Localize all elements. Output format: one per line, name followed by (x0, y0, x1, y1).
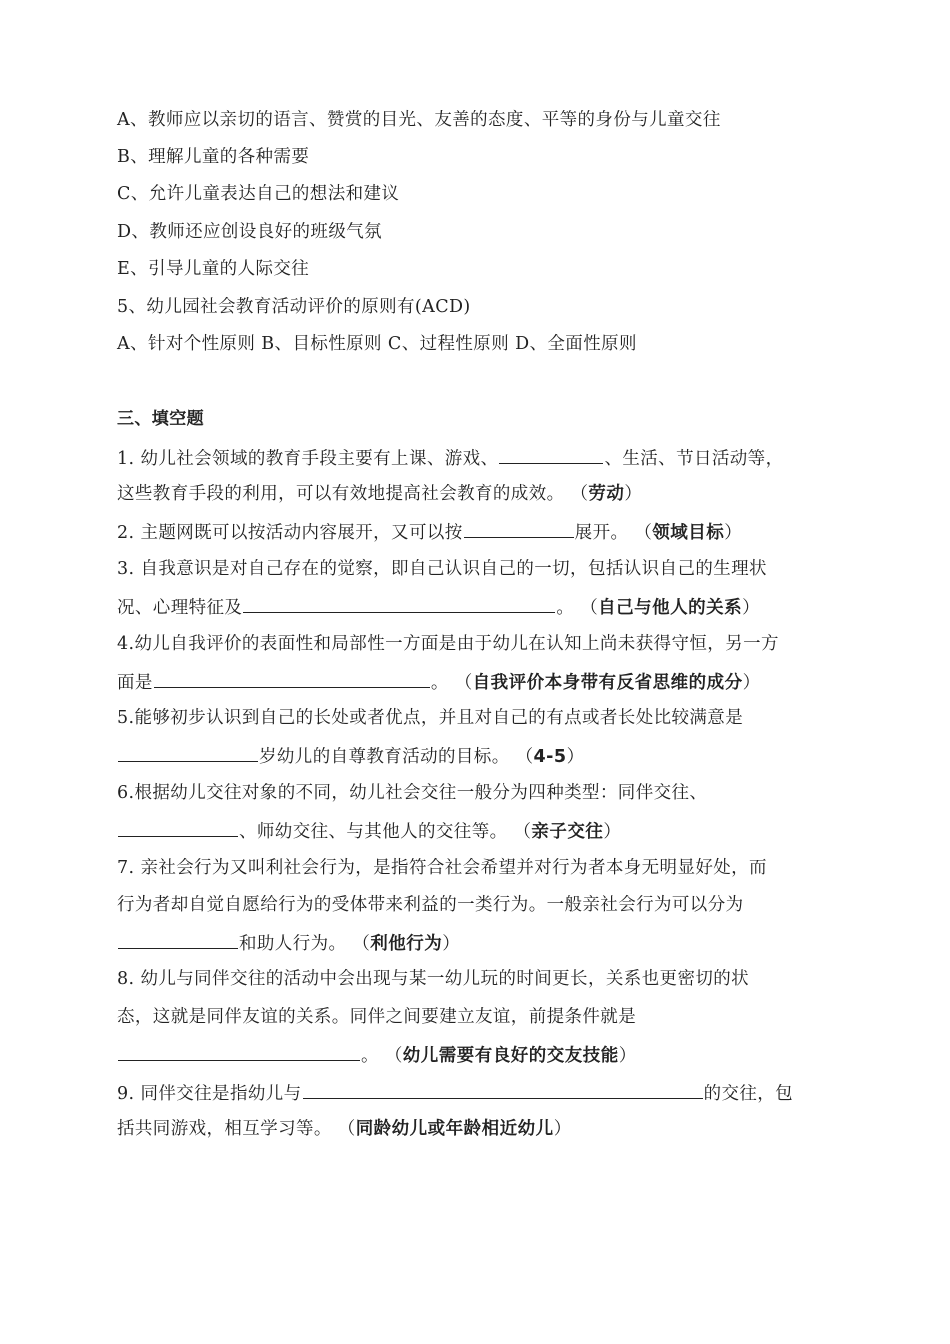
fill-q6-line2 (117, 818, 621, 844)
fill-q9-line2 (117, 1117, 572, 1141)
fill-q1-answer: 劳动 (588, 484, 625, 504)
paren-open: （ (515, 747, 534, 767)
fill-q6-blank (118, 818, 238, 837)
fill-q9-line1 (117, 1080, 793, 1106)
fill-q8-answer: 幼儿需要有良好的交友技能 (402, 1046, 619, 1066)
paren-close: ） (724, 523, 743, 543)
fill-q7-text-c: 和助人行为。 (239, 934, 347, 954)
paren-close: ） (618, 1046, 637, 1066)
option-a: A、教师应以亲切的语言、赞赏的目光、友善的态度、平等的身份与儿童交往 (117, 110, 721, 130)
paren-close: ） (624, 484, 643, 504)
fill-q4-line1: 4.幼儿自我评价的表面性和局部性一方面是由于幼儿在认知上尚未获得守恒，另一方 (117, 634, 779, 654)
fill-q2-text-a: 2. 主题网既可以按活动内容展开，又可以按 (117, 523, 463, 543)
fill-q2-text-b: 展开。 (574, 523, 629, 543)
fill-q1-line1 (117, 445, 783, 471)
fill-q6-answer: 亲子交往 (531, 822, 604, 842)
fill-q6-line1: 6.根据幼儿交往对象的不同，幼儿社会交往一般分为四种类型：同伴交往、 (117, 783, 708, 803)
fill-q4-line2 (117, 669, 761, 695)
paren-close: ） (742, 598, 760, 618)
fill-q3-blank (243, 594, 555, 613)
fill-q1-text-c: 这些教育手段的利用，可以有效地提高社会教育的成效。 (117, 484, 565, 504)
paren-close: ） (553, 1119, 572, 1139)
fill-q8-blank (118, 1042, 360, 1061)
fill-q3-answer: 自己与他人的关系 (598, 598, 743, 618)
fill-q9-text-c: 括共同游戏，相互学习等。 (117, 1119, 332, 1139)
fill-q7-line3 (117, 930, 460, 956)
paren-open: （ (454, 673, 473, 693)
fill-q9-text-a: 9. 同伴交往是指幼儿与 (117, 1084, 302, 1104)
fill-q8-line2: 态，这就是同伴友谊的关系。同伴之间要建立友谊，前提条件就是 (117, 1007, 637, 1027)
fill-q3-text-b: 况、心理特征及 (117, 598, 243, 618)
question-5-stem: 5、幼儿园社会教育活动评价的原则有(ACD) (117, 297, 471, 317)
option-d: D、教师还应创设良好的班级气氛 (117, 222, 383, 242)
fill-q8-line1: 8. 幼儿与同伴交往的活动中会出现与某一幼儿玩的时间更长，关系也更密切的状 (117, 969, 750, 989)
fill-q1-text-a: 1. 幼儿社会领域的教育手段主要有上课、游戏、 (117, 449, 499, 469)
fill-q4-answer: 自我评价本身带有反省思维的成分 (472, 673, 743, 693)
fill-q5-answer: 4-5 (533, 747, 567, 767)
fill-q4-text-c: 。 (430, 673, 449, 693)
fill-q4-text-b: 面是 (117, 673, 153, 693)
paren-close: ） (442, 934, 461, 954)
paren-open: （ (580, 598, 599, 618)
fill-q3-line2 (117, 594, 760, 620)
fill-q7-line2: 行为者却自觉自愿给行为的受体带来利益的一类行为。一般亲社会行为可以分为 (117, 895, 744, 915)
question-5-options: A、针对个性原则 B、目标性原则 C、过程性原则 D、全面性原则 (117, 334, 637, 354)
fill-q4-blank (154, 669, 430, 688)
paren-open: （ (352, 934, 371, 954)
option-c: C、允许儿童表达自己的想法和建议 (117, 184, 400, 204)
fill-q9-text-b: 的交往，包 (703, 1084, 794, 1104)
fill-q5-blank (118, 743, 258, 762)
fill-q8-line3 (117, 1042, 637, 1068)
paren-close: ） (603, 822, 622, 842)
fill-q5-line2 (117, 743, 585, 769)
fill-q1-text-b: 、生活、节日活动等， (604, 449, 784, 469)
fill-q7-blank (118, 930, 238, 949)
fill-q5-text-b: 岁幼儿的自尊教育活动的目标。 (259, 747, 510, 767)
paren-close: ） (742, 673, 761, 693)
option-e: E、引导儿童的人际交往 (117, 259, 310, 279)
fill-q2-answer: 领域目标 (652, 523, 725, 543)
paren-open: （ (634, 523, 653, 543)
paren-open: （ (513, 822, 532, 842)
fill-q8-text-c: 。 (361, 1046, 379, 1066)
section-title: 三、填空题 (117, 409, 204, 429)
fill-q9-blank (303, 1080, 703, 1099)
fill-q7-line1: 7. 亲社会行为又叫利社会行为，是指符合社会希望并对行为者本身无明显好处，而 (117, 858, 767, 878)
fill-q2-line1 (117, 519, 742, 545)
fill-q7-answer: 利他行为 (370, 934, 443, 954)
paren-open: （ (570, 484, 589, 504)
paren-open: （ (384, 1046, 403, 1066)
fill-q3-text-c: 。 (556, 598, 575, 618)
fill-q6-text-b: 、师幼交往、与其他人的交往等。 (239, 822, 508, 842)
option-b: B、理解儿童的各种需要 (117, 147, 310, 167)
paren-open: （ (337, 1119, 356, 1139)
fill-q1-blank (499, 445, 603, 464)
fill-q5-line1: 5.能够初步认识到自己的长处或者优点，并且对自己的有点或者长处比较满意是 (117, 708, 744, 728)
fill-q3-line1: 3. 自我意识是对自己存在的觉察，即自己认识自己的一切，包括认识自己的生理状 (117, 559, 767, 579)
paren-close: ） (566, 747, 585, 767)
fill-q2-blank (464, 519, 574, 538)
fill-q1-line2 (117, 482, 642, 506)
fill-q9-answer: 同龄幼儿或年龄相近幼儿 (355, 1119, 554, 1139)
